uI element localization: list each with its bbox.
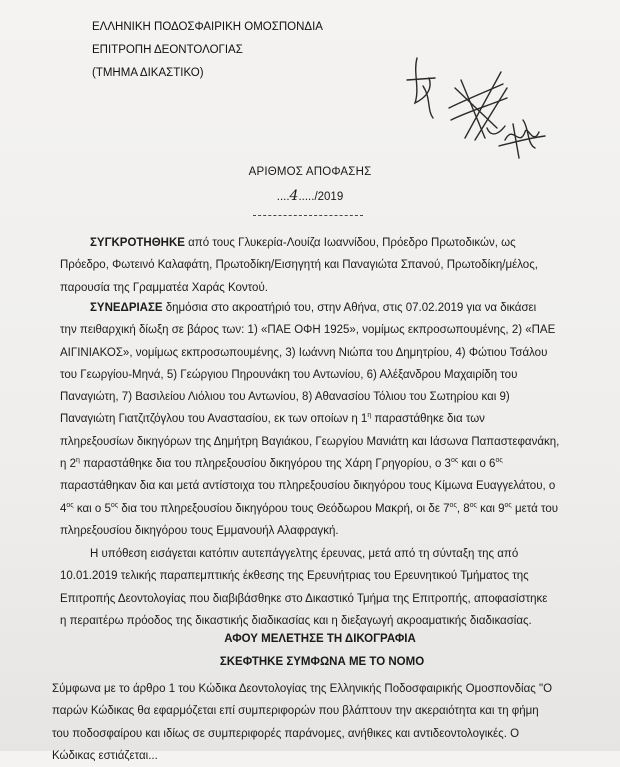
session-line-6-end: παραστάθηκε δια των: [371, 413, 485, 426]
session-line-8a: η 2: [60, 458, 76, 471]
ordinal-sup: ος: [495, 457, 503, 465]
section-name: (ΤΜΗΜΑ ΔΙΚΑΣΤΙΚΟ): [92, 67, 204, 79]
session-line-10b: και ο 5: [73, 502, 111, 515]
session-line-10e: και 9: [476, 502, 505, 515]
ordinal-sup: η: [76, 457, 80, 465]
session-line-9: παραστάθηκαν δια και μετά αντίστοιχα του πληρεξουσίου δικηγόρου τους Κίμωνα Ευαγγελάτου, ο: [60, 480, 556, 493]
decision-number-prefix: ....: [276, 191, 290, 203]
law-line-2: παρών Κώδικας θα εφαρμόζεται επί συμπεριφορών που βλάπτουν την ακεραιότητα και τη φήμη: [52, 705, 539, 718]
session-line-8b: παραστάθηκε δια του πληρεξουσίου δικηγόρου της Χάρη Γρηγορίου, ο 3: [79, 458, 451, 471]
decision-title: ΑΡΙΘΜΟΣ ΑΠΟΦΑΣΗΣ: [248, 166, 372, 178]
session-line-10c: δια του πληρεξουσίου δικηγόρου τους Θεόδωρου Μακρή, οι δε 7: [118, 502, 450, 515]
law-line-3: του ποδοσφαίρου και ιδίως σε συμπεριφορές παράνομες, ανήθικες και αντιδεοντολογικές. Ο: [52, 727, 520, 740]
composition-line-3: παρουσία της Γραμματέα Χαράς Κοντού.: [60, 281, 268, 294]
session-line-10a: 4: [60, 502, 67, 515]
session-line-6: Παναγιώτη Γιατζιτζόγλου του Αναστασίου, εκ των οποίων η 1: [60, 413, 368, 426]
decision-number-value: 4: [289, 188, 299, 204]
ordinal-sup: ος: [449, 501, 457, 509]
section-heading-reviewed: ΑΦΟΥ ΜΕΛΕΤΗΣΕ ΤΗ ΔΙΚΟΓΡΑΦΙΑ: [224, 633, 416, 645]
session-lead: ΣΥΝΕΔΡΙΑΣΕ: [90, 302, 163, 314]
ordinal-sup: ος: [110, 501, 119, 509]
separator-line: [253, 215, 363, 216]
composition-line-2: Πρόεδρο, Φωτεινό Καλαφάτη, Πρωτοδίκη/Εισηγητή και Παναγιώτα Σπανού, Πρωτοδίκη/μέλος,: [60, 259, 538, 272]
ordinal-sup: η: [367, 412, 372, 420]
session-line-5: Παναγιώτη, 7) Βασιλείου Λιόλιου του Αντωνίου, 8) Αθανασίου Τόλιου του Σωτηρίου και 9): [60, 391, 510, 404]
case-line-2: 10.01.2019 τελικής παραπεμπτικής έκθεσης της Ερευνήτριας του Ερευνητικού Τμήματος της: [60, 570, 529, 583]
session-line-3: ΑΙΓΙΝΙΑΚΟΣ», νομίμως εκπροσωπουμένης, 3) Ιωάννη Νιώπα του Δημητρίου, 4) Φώτιου Τσάλου: [60, 346, 548, 359]
ordinal-sup: ος: [469, 501, 477, 509]
session-line-8c: και ο 6: [458, 458, 496, 471]
federation-name: ΕΛΛΗΝΙΚΗ ΠΟΔΟΣΦΑΙΡΙΚΗ ΟΜΟΣΠΟΝΔΙΑ: [92, 21, 323, 33]
decision-number-year: ...../2019: [298, 191, 344, 203]
ordinal-sup: ος: [66, 501, 74, 509]
paragraph-session: [60, 297, 575, 542]
session-line-4: του Γεωργίου-Μηνά, 5) Γεώργιου Πηρουνάκη του Αντωνίου, 6) Αλέξανδρου Μαχαιρίδη του: [60, 368, 518, 381]
session-line-11: πληρεξουσίου δικηγόρου τους Εμμανουήλ Αλαφραγκή.: [60, 524, 339, 537]
session-line-2: την πειθαρχική δίωξη σε βάρος των: 1) «ΠΑΕ ΟΦΗ 1925», νομίμως εκπροσωπουμένης, 2) «ΠΑΕ: [60, 324, 556, 337]
case-line-3: Επιτροπής Δεοντολογίας που διαβιβάσθηκε στο Δικαστικό Τμήμα της Επιτροπής, αποφασίστηκε: [60, 592, 548, 605]
paragraph-composition: [60, 232, 575, 299]
session-line-10d: , 8: [456, 502, 470, 515]
ordinal-sup: ος: [504, 501, 512, 509]
section-heading-law: ΣΚΕΦΤΗΚΕ ΣΥΜΦΩΝΑ ΜΕ ΤΟ ΝΟΜΟ: [219, 656, 425, 668]
letterhead: [92, 16, 323, 85]
ordinal-sup: ος: [450, 457, 459, 465]
composition-line-1: από τους Γλυκερία-Λουίζα Ιωαννίδου, Πρόεδρο Πρωτοδικών, ως: [184, 237, 516, 249]
session-line-1: δημόσια στο ακροατήριό του, στην Αθήνα, στις 07.02.2019 για να δικάσει: [162, 302, 537, 314]
session-line-7: πληρεξουσίων δικηγόρων της Δημήτρη Βαγιάκου, Γεωργίου Μανιάτη και Ιάσωνα Παπαστεφανάκη,: [60, 435, 560, 448]
committee-name: ΕΠΙΤΡΟΠΗ ΔΕΟΝΤΟΛΟΓΙΑΣ: [92, 44, 243, 56]
case-line-1: Η υπόθεση εισάγεται κατόπιν αυτεπάγγελτης έρευνας, μετά από τη σύνταξη της από: [90, 548, 519, 560]
decision-number: [0, 188, 620, 204]
composition-lead: ΣΥΓΚΡΟΤΗΘΗΚΕ: [90, 237, 185, 249]
law-line-1: Σύμφωνα με το άρθρο 1 του Κώδικα Δεοντολογίας της Ελληνικής Ποδοσφαιρικής Ομοσπονδίας "Ο: [52, 683, 553, 695]
case-line-4: η περαιτέρω πρόοδος της δικαστικής διαδικασίας και η διεξαγωγή ακροαματικής διαδικασίας.: [60, 614, 532, 627]
paragraph-case: [60, 543, 575, 632]
session-line-10f: μετά του: [511, 502, 559, 515]
law-line-4: Κώδικας εστιάζεται...: [52, 749, 158, 762]
paragraph-law: [52, 678, 582, 767]
signature-initials: [395, 28, 595, 178]
